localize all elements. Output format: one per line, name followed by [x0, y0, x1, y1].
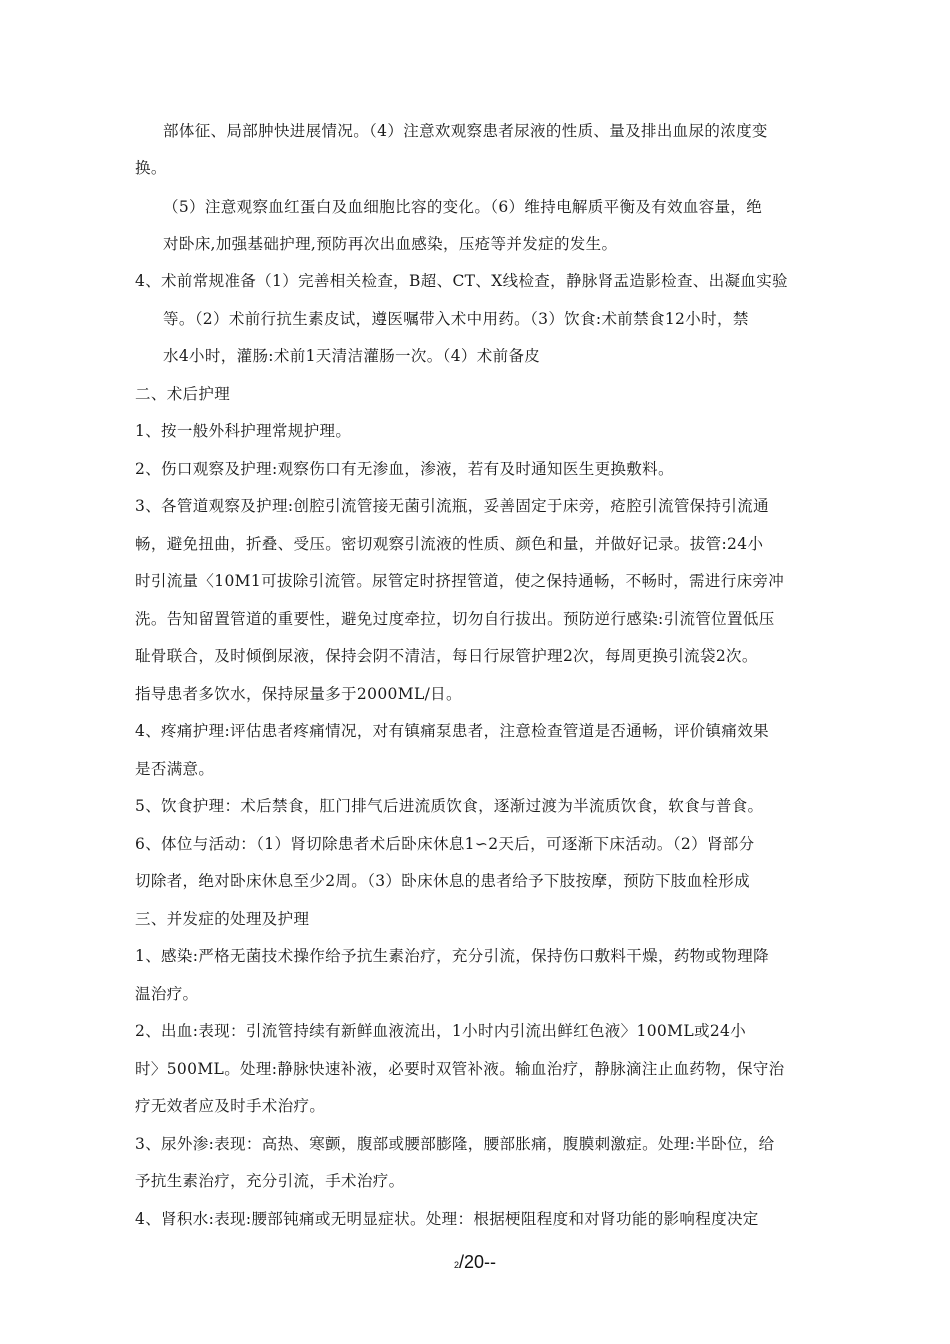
- text-line: 1、感染:严格无菌技术操作给予抗生素治疗，充分引流，保持伤口敷料干燥，药物或物理降: [135, 947, 769, 965]
- text-line: 6、体位与活动：（1）肾切除患者术后卧床休息1∽2天后，可逐渐下床活动。（2）肾部分: [135, 835, 755, 853]
- text-line: （5）注意观察血红蛋白及血细胞比容的变化。（6）维持电解质平衡及有效血容量，绝: [163, 198, 763, 216]
- text-line: 等。（2）术前行抗生素皮试，遵医嘱带入术中用药。（3）饮食:术前禁食12小时，禁: [163, 310, 749, 328]
- text-line: 指导患者多饮水，保持尿量多于2000ML/日。: [135, 685, 462, 703]
- section-heading: 二、术后护理: [135, 385, 231, 403]
- text-line: 时〉500ML。处理:静脉快速补液，必要时双管补液。输血治疗，静脉滴注止血药物，保守治: [135, 1060, 785, 1078]
- text-line: 2、出血:表现：引流管持续有新鲜血液流出，1小时内引流出鲜红色液〉100ML或24小: [135, 1022, 747, 1040]
- text-line: 耻骨联合，及时倾倒尿液，保持会阴不清洁，每日行尿管护理2次，每周更换引流袋2次。: [135, 647, 758, 665]
- text-line: 2、伤口观察及护理:观察伤口有无渗血，渗液，若有及时通知医生更换敷料。: [135, 460, 674, 478]
- text-line: 4、肾积水:表现:腰部钝痛或无明显症状。处理：根据梗阻程度和对肾功能的影响程度决定: [135, 1210, 759, 1228]
- text-line: 4、术前常规准备（1）完善相关检查，B超、CT、X线检查，静脉肾盂造影检查、出凝血实验: [135, 272, 788, 290]
- section-heading: 三、并发症的处理及护理: [135, 910, 310, 928]
- text-line: 时引流量〈10M1可拔除引流管。尿管定时挤捏管道，使之保持通畅，不畅时，需进行床旁冲: [135, 572, 785, 590]
- text-line: 洗。告知留置管道的重要性，避免过度牵拉，切勿自行拔出。预防逆行感染:引流管位置低压: [135, 610, 775, 628]
- text-line: 3、尿外渗:表现：高热、寒颤，腹部或腰部膨隆，腰部胀痛，腹膜刺激症。处理:半卧位，给: [135, 1135, 775, 1153]
- page-number-text: /20--: [459, 1252, 497, 1272]
- text-line: 部体征、局部肿快进展情况。（4）注意欢观察患者尿液的性质、量及排出血尿的浓度变: [163, 122, 768, 140]
- text-line: 换。: [135, 159, 167, 177]
- text-line: 予抗生素治疗，充分引流，手术治疗。: [135, 1172, 405, 1190]
- text-line: 1、按一般外科护理常规护理。: [135, 422, 352, 440]
- text-line: 水4小时，灌肠:术前1天清洁灌肠一次。（4）术前备皮: [163, 347, 541, 365]
- text-line: 4、疼痛护理:评估患者疼痛情况，对有镇痛泵患者，注意检查管道是否通畅，评价镇痛效果: [135, 722, 769, 740]
- page-number-prefix: 2: [453, 1260, 459, 1270]
- text-line: 3、各管道观察及护理:创腔引流管接无菌引流瓶，妥善固定于床旁，疮腔引流管保持引流通: [135, 497, 769, 515]
- text-line: 畅，避免扭曲，折叠、受压。密切观察引流液的性质、颜色和量，并做好记录。拔管:24小: [135, 535, 764, 553]
- text-line: 对卧床,加强基础护理,预防再次出血感染，压疮等并发症的发生。: [163, 235, 618, 253]
- text-line: 切除者，绝对卧床休息至少2周。（3）卧床休息的患者给予下肢按摩，预防下肢血栓形成: [135, 872, 750, 890]
- text-line: 是否满意。: [135, 760, 215, 778]
- page-number: [0, 1252, 950, 1273]
- text-line: 疗无效者应及时手术治疗。: [135, 1097, 326, 1115]
- text-line: 温治疗。: [135, 985, 199, 1003]
- text-line: 5、饮食护理：术后禁食，肛门排气后进流质饮食，逐渐过渡为半流质饮食，软食与普食。: [135, 797, 764, 815]
